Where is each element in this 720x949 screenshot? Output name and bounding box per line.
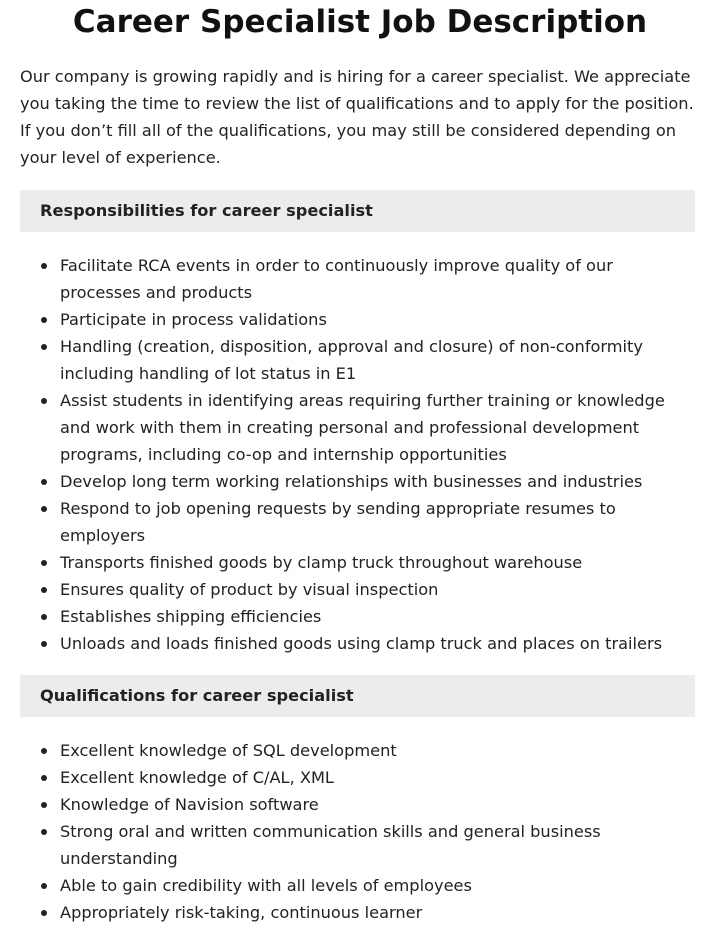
list-item: Participate in process validations — [20, 306, 695, 333]
list-item: Develop long term working relationships with businesses and industries — [20, 468, 695, 495]
qualifications-heading: Qualifications for career specialist — [20, 675, 695, 717]
list-item: Transports finished goods by clamp truck throughout warehouse — [20, 549, 695, 576]
list-item: Ensures quality of product by visual inspection — [20, 576, 695, 603]
list-item: Able to gain credibility with all levels of employees — [20, 872, 695, 899]
qualifications-list — [20, 737, 695, 926]
responsibilities-heading: Responsibilities for career specialist — [20, 190, 695, 232]
list-item: Excellent knowledge of SQL development — [20, 737, 695, 764]
list-item: Unloads and loads finished goods using clamp truck and places on trailers — [20, 630, 695, 657]
list-item: Handling (creation, disposition, approval and closure) of non-conformity including handling of lot status in E1 — [20, 333, 695, 387]
page-title: Career Specialist Job Description — [72, 4, 648, 40]
list-item: Excellent knowledge of C/AL, XML — [20, 764, 695, 791]
list-item: Facilitate RCA events in order to continuously improve quality of our processes and products — [20, 252, 695, 306]
list-item: Establishes shipping efficiencies — [20, 603, 695, 630]
list-item: Assist students in identifying areas requiring further training or knowledge and work with them in creating personal and professional development programs, including co-op and internship opportunities — [20, 387, 695, 468]
list-item: Appropriately risk-taking, continuous learner — [20, 899, 695, 926]
list-item: Knowledge of Navision software — [20, 791, 695, 818]
list-item: Respond to job opening requests by sending appropriate resumes to employers — [20, 495, 695, 549]
intro-paragraph: Our company is growing rapidly and is hiring for a career specialist. We appreciate you taking the time to review the list of qualifications and to apply for the position. If you don’t fill all of the qualifications, you may still be considered depending on your level of experience. — [20, 67, 694, 167]
list-item: Strong oral and written communication skills and general business understanding — [20, 818, 695, 872]
responsibilities-list — [20, 252, 695, 657]
